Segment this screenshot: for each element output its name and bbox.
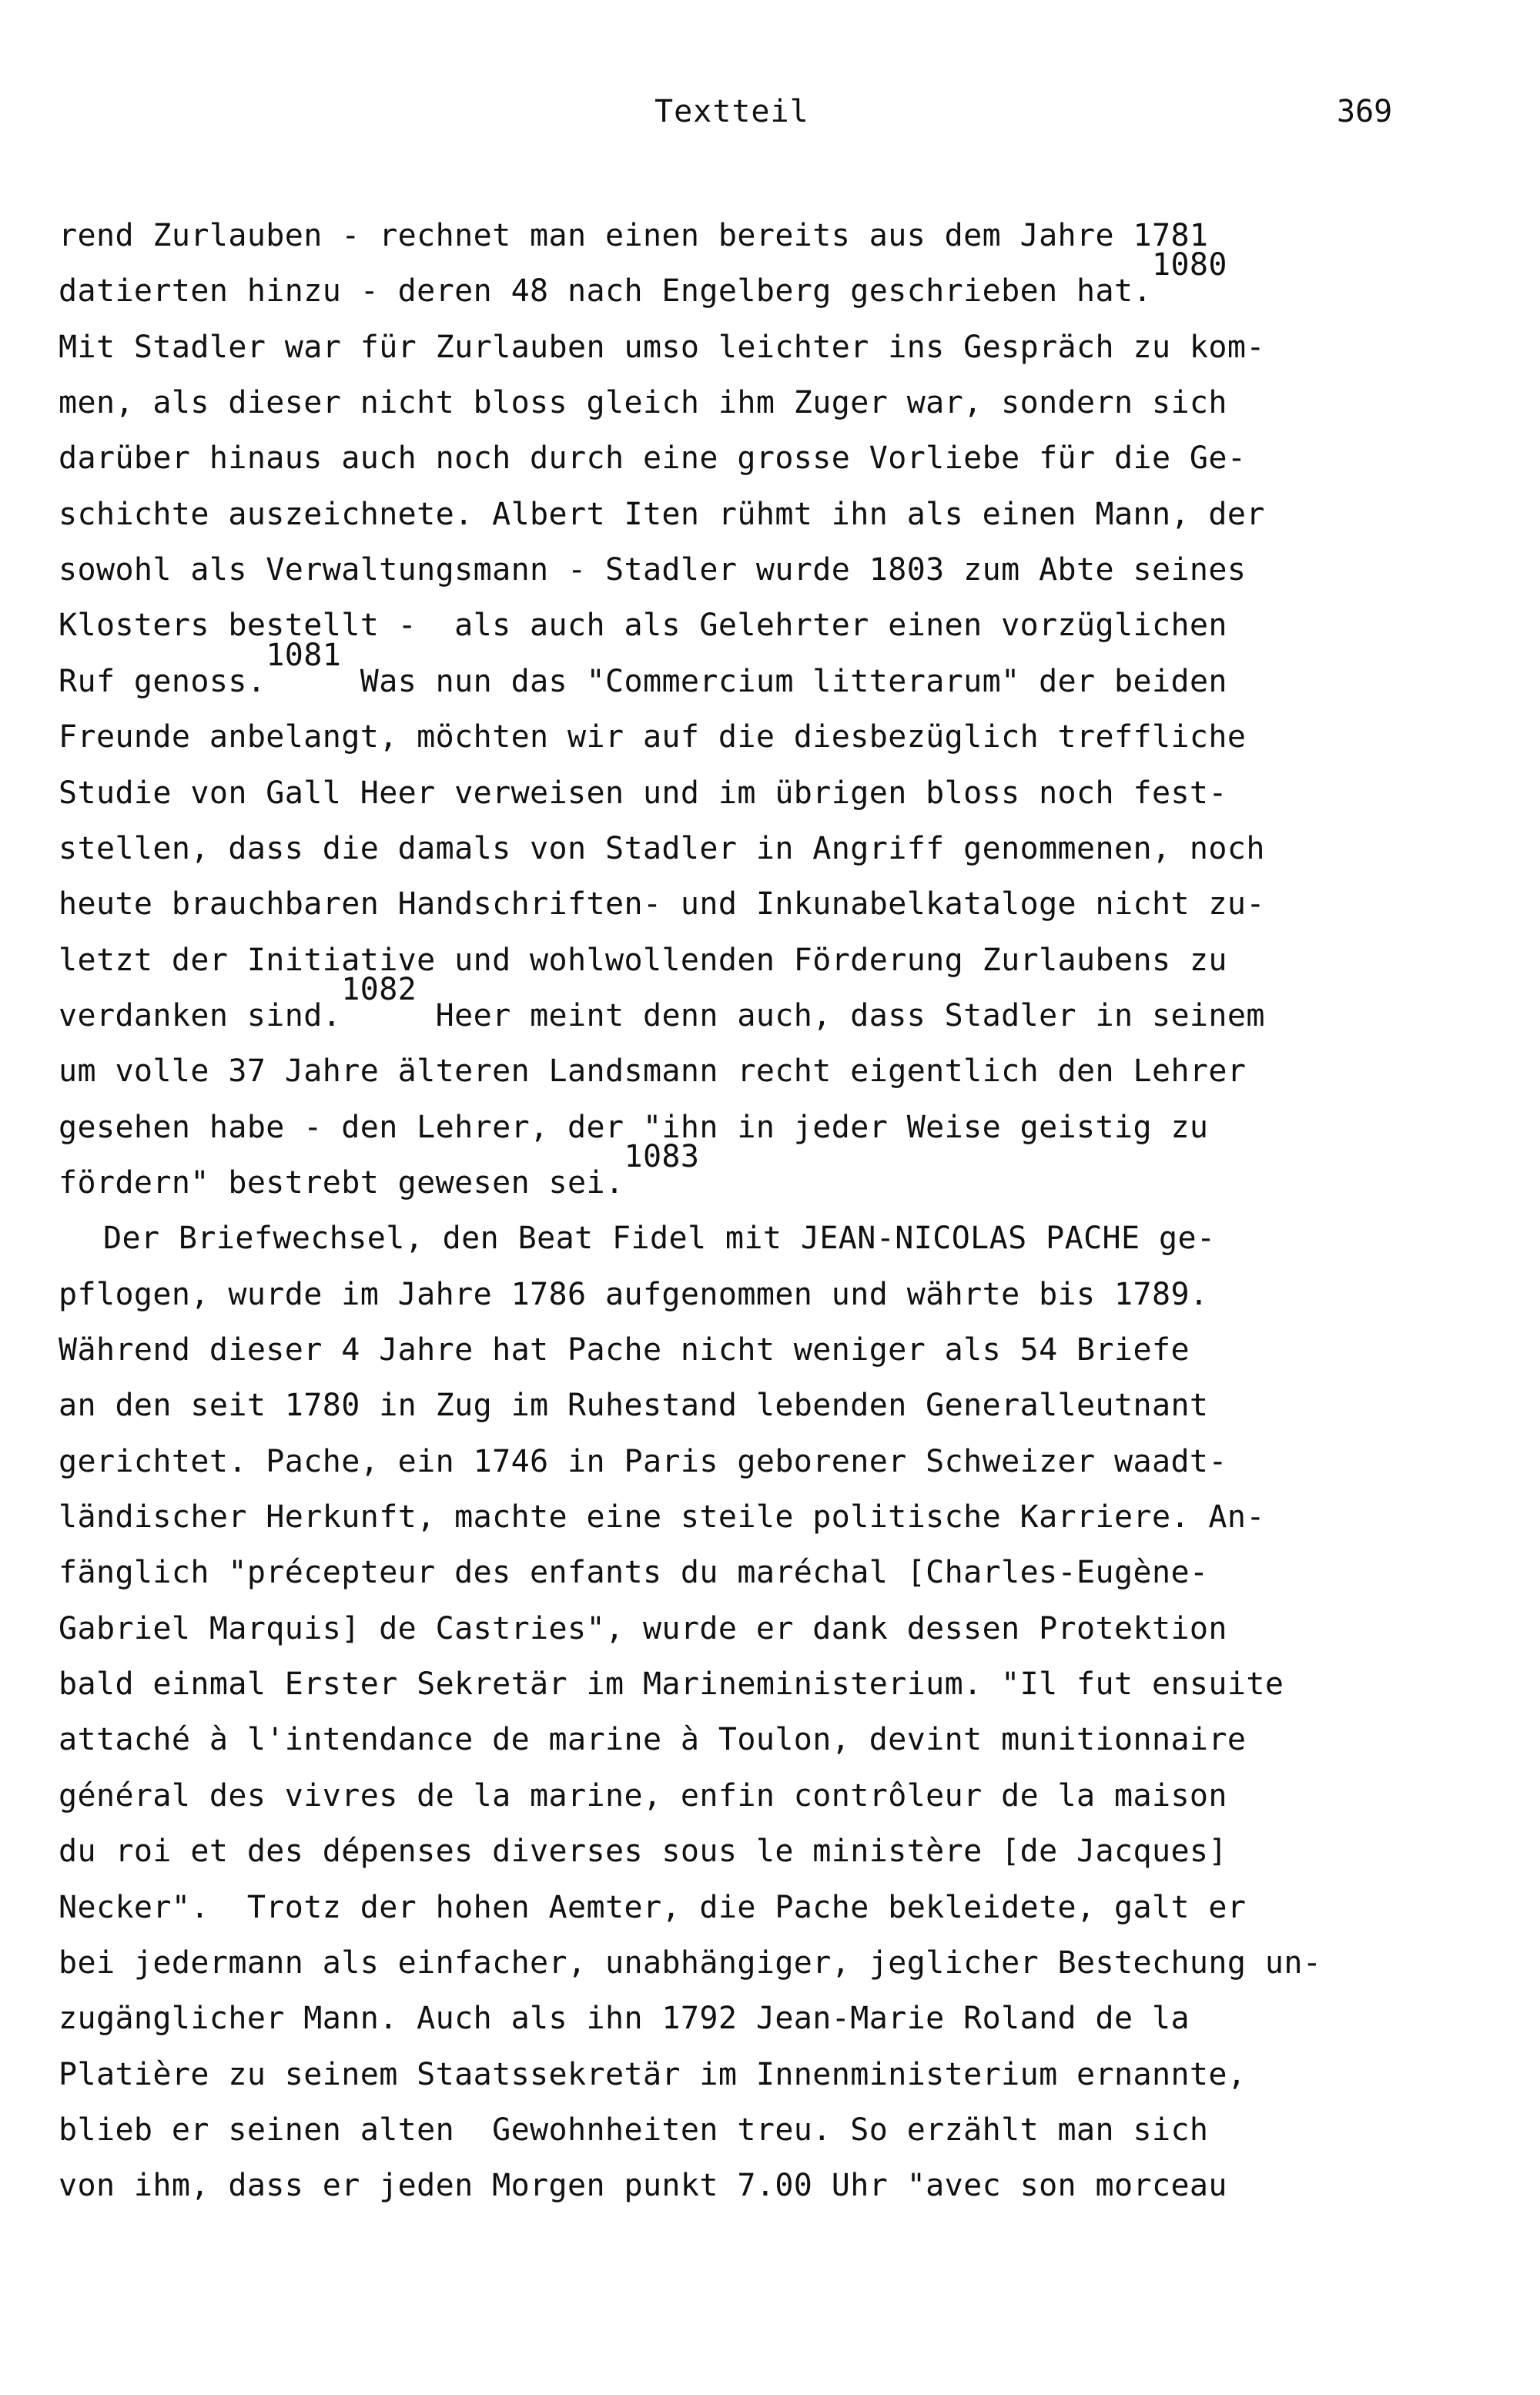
text-line — [59, 2055, 1246, 2095]
footnote-marker: 1082 — [341, 972, 417, 1007]
text-line — [59, 940, 1227, 980]
text-line-content: fänglich "précepteur des enfants du maréchal [Charles-Eugène- — [59, 1555, 1209, 1590]
page-number: 369 — [1337, 94, 1393, 129]
text-line — [59, 247, 1227, 311]
text-line-content: Platière zu seinem Staatssekretär im Innenministerium ernannte, — [59, 2057, 1247, 2092]
text-line — [59, 1385, 1208, 1425]
text-line-content: bald einmal Erster Sekretär im Marineministerium. "Il fut ensuite — [59, 1666, 1284, 1702]
text-line — [59, 1275, 1208, 1315]
text-line — [59, 1888, 1246, 1928]
text-line — [59, 1497, 1265, 1537]
text-line-content: um volle 37 Jahre älteren Landsmann recht eigentlich den Lehrer — [59, 1053, 1247, 1089]
footnote-marker: 1081 — [266, 638, 342, 673]
text-line — [59, 494, 1265, 534]
text-line-content: attaché à l'intendance de marine à Toulon, devint munitionnaire — [59, 1722, 1247, 1757]
text-line-content: Gabriel Marquis] de Castries", wurde er dank dessen Protektion — [59, 1611, 1227, 1646]
text-line-content: du roi et des dépenses diverses sous le ministère [de Jacques] — [59, 1834, 1227, 1869]
text-line — [59, 1139, 700, 1203]
text-line — [59, 1051, 1246, 1091]
text-line-content: an den seit 1780 in Zug im Ruhestand lebenden Generalleutnant — [59, 1388, 1209, 1423]
text-line-content: heute brauchbaren Handschriften- und Inkunabelkataloge nicht zu- — [59, 886, 1265, 922]
text-line — [59, 1998, 1190, 2038]
text-line-content: Mit Stadler war für Zurlauben umso leichter ins Gespräch zu kom- — [59, 330, 1265, 365]
text-line-content: Der Briefwechsel, den Beat Fidel mit JEAN-NICOLAS PACHE ge- — [103, 1221, 1216, 1256]
text-line — [59, 2110, 1208, 2150]
text-line-content: zugänglicher Mann. Auch als ihn 1792 Jean-Marie Roland de la — [59, 2001, 1190, 2036]
text-line-content: sowohl als Verwaltungsmann - Stadler wurde 1803 zum Abte seines — [59, 552, 1247, 588]
text-line-content: men, als dieser nicht bloss gleich ihm Zuger war, sondern sich — [59, 385, 1227, 420]
text-line-content: schichte auszeichnete. Albert Iten rühmt ihn als einen Mann, der — [59, 497, 1265, 532]
text-line-content: darüber hinaus auch noch durch eine grosse Vorliebe für die Ge- — [59, 440, 1247, 476]
text-line-content: Freunde anbelangt, möchten wir auf die diesbezüglich treffliche — [59, 719, 1247, 755]
text-line-content: letzt der Initiative und wohlwollenden Förderung Zurlaubens zu — [59, 943, 1227, 978]
text-line-content: Klosters bestellt - als auch als Gelehrter einen vorzüglichen — [59, 608, 1227, 643]
text-line-content: stellen, dass die damals von Stadler in Angriff genommenen, noch — [59, 831, 1265, 866]
text-line — [59, 638, 1227, 702]
text-line-content: gesehen habe - den Lehrer, der "ihn in jeder Weise geistig zu — [59, 1110, 1209, 1145]
text-line-content: blieb er seinen alten Gewohnheiten treu. So erzählt man sich — [59, 2112, 1209, 2148]
text-line — [59, 773, 1227, 813]
text-line-content: bei jedermann als einfacher, unabhängiger, jeglicher Bestechung un- — [59, 1945, 1322, 1981]
text-line-content: général des vivres de la marine, enfin contrôleur de la maison — [59, 1778, 1227, 1814]
text-line-continuation: Was nun das "Commercium litterarum" der beiden — [341, 664, 1227, 699]
text-line-content: verdanken sind. — [59, 998, 342, 1033]
text-line-content: rend Zurlauben - rechnet man einen bereits aus dem Jahre 1781 — [59, 218, 1209, 253]
text-line-content: Während dieser 4 Jahre hat Pache nicht weniger als 54 Briefe — [59, 1332, 1190, 1368]
text-line-content: von ihm, dass er jeden Morgen punkt 7.00 Uhr "avec son morceau — [59, 2168, 1227, 2203]
footnote-marker: 1080 — [1151, 247, 1227, 283]
text-line-content: datierten hinzu - deren 48 nach Engelberg geschrieben hat. — [59, 273, 1152, 309]
text-line — [103, 1218, 1215, 1258]
text-line-continuation: Heer meint denn auch, dass Stadler in seinem — [417, 998, 1265, 1033]
text-line — [59, 1664, 1284, 1704]
text-line — [59, 2166, 1227, 2206]
text-line-content: Ruf genoss. — [59, 664, 266, 699]
text-line — [59, 1720, 1246, 1760]
text-line — [59, 383, 1227, 423]
text-line — [59, 1609, 1227, 1649]
text-line — [59, 438, 1246, 478]
text-line-content: Necker". Trotz der hohen Aemter, die Pache bekleidete, galt er — [59, 1890, 1247, 1925]
text-line — [59, 829, 1265, 869]
text-line — [59, 884, 1265, 924]
text-line — [59, 550, 1246, 590]
text-line — [59, 216, 1208, 256]
text-line-content: pflogen, wurde im Jahre 1786 aufgenommen und währte bis 1789. — [59, 1277, 1209, 1312]
text-line — [59, 717, 1246, 757]
footnote-marker: 1083 — [624, 1139, 700, 1174]
text-line — [59, 1553, 1208, 1593]
text-line — [59, 972, 1265, 1036]
text-line — [59, 1943, 1321, 1983]
text-line-content: fördern" bestrebt gewesen sei. — [59, 1165, 624, 1201]
text-line-content: ländischer Herkunft, machte eine steile politische Karriere. An- — [59, 1499, 1265, 1535]
text-line-content: gerichtet. Pache, ein 1746 in Paris geborener Schweizer waadt- — [59, 1444, 1227, 1479]
running-header-title: Textteil — [654, 94, 809, 129]
text-line — [59, 605, 1227, 645]
text-line — [59, 1442, 1227, 1482]
text-line — [59, 1776, 1227, 1816]
text-line — [59, 1831, 1227, 1871]
text-line — [59, 327, 1265, 367]
text-line — [59, 1330, 1190, 1370]
text-line-content: Studie von Gall Heer verweisen und im übrigen bloss noch fest- — [59, 775, 1227, 811]
